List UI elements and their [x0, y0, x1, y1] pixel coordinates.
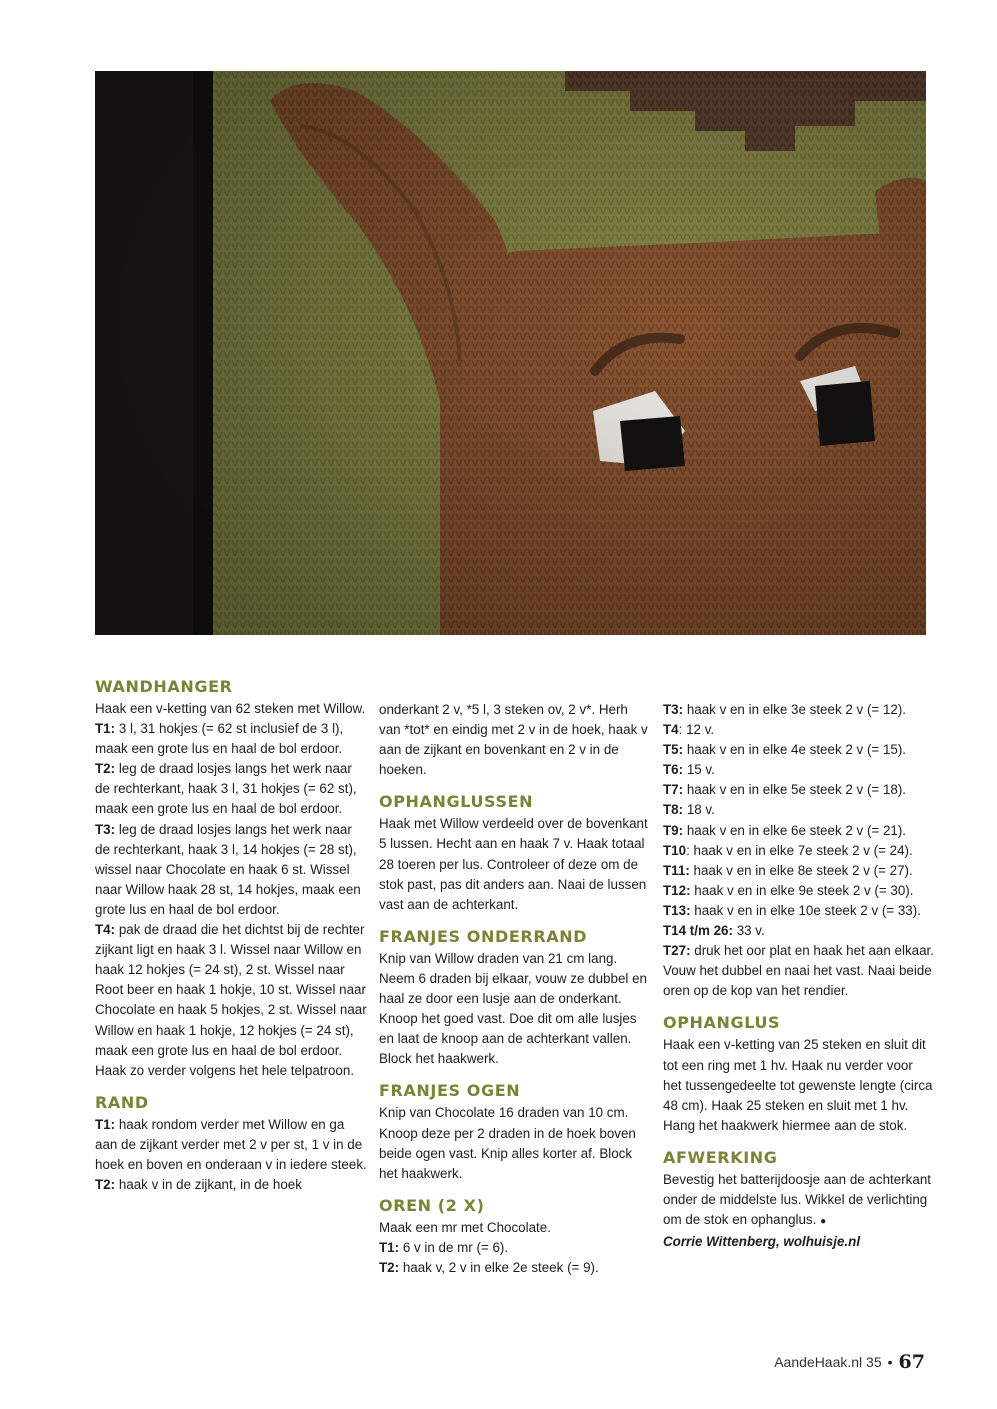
wandhanger-t4: T4: pak de draad die het dichtst bij de rechter zijkant ligt en haak 3 l. Wissel naar Willow en haak 12 hokjes (= 24 st), 2 st. Wissel naar Root beer en haak 1 hokje, 10 st. Wissel naar Chocolate en haak 5 hokjes, 2 st. Wissel naar Willow en haak 1 hokje, 12 hokjes (= 24 st), maak een grote lus en haal de bol erdoor. Haak zo verder volgens het hele telpatroon.	[95, 922, 367, 1078]
franjes-onderrand-text: Knip van Willow draden van 21 cm lang. Neem 6 draden bij elkaar, vouw ze dubbel en haal ze door een lusje aan de onderkant. Knoop het goed vast. Doe dit om alle lusjes en laat de knoop aan de achterkant vallen. Block het haakwerk.	[379, 950, 647, 1067]
ophanglus-text: Haak een v-ketting van 25 steken en sluit dit tot een ring met 1 hv. Haak nu verder voor het tussengedeelte tot gewenste lengte (circa 48 cm). Haak 25 steken en sluit met 1 hv. Hang het haakwerk hiermee aan de stok.	[663, 1037, 933, 1133]
column-2	[379, 700, 651, 1278]
page-number: 67	[898, 1351, 925, 1373]
end-bullet-icon: ●	[820, 1216, 827, 1228]
franjes-ogen-text: Knip van Chocolate 16 draden van 10 cm. Knoop deze per 2 draden in de hoek boven beide ogen vast. Knip alles korter af. Block het haakwerk.	[379, 1105, 636, 1181]
oren-row: T10: haak v en in elke 7e steek 2 v (= 24).	[663, 842, 913, 858]
oren-row: T12: haak v en in elke 9e steek 2 v (= 30).	[663, 882, 914, 898]
oren-row: T14 t/m 26: 33 v.	[663, 923, 765, 939]
oren-row: T1: 6 v in de mr (= 6).	[379, 1239, 509, 1255]
footer-separator: •	[887, 1354, 893, 1370]
author-signature: Corrie Wittenberg, wolhuisje.nl	[663, 1234, 861, 1250]
oren-intro: Maak een mr met Chocolate.	[379, 1219, 551, 1235]
oren-row: T6: 15 v.	[663, 762, 715, 778]
column-1	[95, 676, 367, 1195]
heading-rand: RAND	[95, 1092, 149, 1112]
oren-row: T2: haak v, 2 v in elke 2e steek (= 9).	[379, 1259, 599, 1275]
heading-afwerking: AFWERKING	[663, 1147, 778, 1167]
oren-row: T27: druk het oor plat en haak het aan elkaar. Vouw het dubbel en naai het vast. Naai beide oren op de kop van het rendier.	[663, 943, 934, 999]
oren-row: T11: haak v en in elke 8e steek 2 v (= 27).	[663, 862, 913, 878]
oren-row: T13: haak v en in elke 10e steek 2 v (= 33).	[663, 902, 921, 918]
wandhanger-t3: T3: leg de draad losjes langs het werk naar de rechterkant, haak 3 l, 14 hokjes (= 28 st), wissel naar Chocolate en haak 6 st. Wissel naar Willow haak 28 st, 14 hokjes, maak een grote lus en haal de bol erdoor.	[95, 821, 361, 917]
oren-row: T5: haak v en in elke 4e steek 2 v (= 15).	[663, 742, 907, 758]
ophanglussen-text: Haak met Willow verdeeld over de bovenkant 5 lussen. Hecht aan en haak 7 v. Haak totaal 28 toeren per lus. Controleer of deze om de stok past, pas dit anders aan. Naai de lussen vast aan de achterkant.	[379, 816, 648, 912]
crochet-reindeer-photo	[95, 71, 926, 635]
footer-site: AandeHaak.nl 35	[774, 1354, 882, 1370]
rand-t1: T1: haak rondom verder met Willow en ga aan de zijkant verder met 2 v per st, 1 v in de hoek en boven en onderaan v in iedere steek.	[95, 1116, 367, 1172]
wandhanger-intro: Haak een v-ketting van 62 steken met Willow.	[95, 701, 366, 716]
oren-row: T7: haak v en in elke 5e steek 2 v (= 18).	[663, 782, 907, 798]
heading-oren: OREN (2 X)	[379, 1195, 485, 1215]
heading-franjes-onderrand: FRANJES ONDERRAND	[379, 926, 588, 946]
crochet-reindeer-wall-hanging-image	[95, 71, 926, 635]
oren-row: T9: haak v en in elke 6e steek 2 v (= 21).	[663, 822, 907, 838]
wandhanger-t2: T2: leg de draad losjes langs het werk naar de rechterkant, haak 3 l, 31 hokjes (= 62 st), maak een grote lus en haal de bol erdoor.	[95, 761, 357, 817]
heading-wandhanger: WANDHANGER	[95, 677, 233, 696]
column-3	[663, 700, 935, 1252]
rand-t2: T2: haak v in de zijkant, in de hoek	[95, 1177, 302, 1193]
afwerking-text: Bevestig het batterijdoosje aan de achterkant onder de middelste lus. Wikkel de verlichting om de stok en ophanglus. ●	[663, 1171, 931, 1228]
page-footer	[774, 1351, 925, 1373]
wandhanger-t1: T1: 3 l, 31 hokjes (= 62 st inclusief de 3 l), maak een grote lus en haal de bol erdoor.	[95, 721, 344, 757]
heading-ophanglus: OPHANGLUS	[663, 1013, 781, 1033]
oren-row: T4: 12 v.	[663, 722, 715, 738]
rand-t2-continued: onderkant 2 v, *5 l, 3 steken ov, 2 v*. Herh van *tot* en eindig met 2 v in de hoek, haak v aan de zijkant en bovenkant en 2 v in de hoeken.	[379, 702, 648, 778]
heading-franjes-ogen: FRANJES OGEN	[379, 1081, 521, 1101]
oren-row: T8: 18 v.	[663, 802, 715, 818]
heading-ophanglussen: OPHANGLUSSEN	[379, 792, 534, 812]
oren-row: T3: haak v en in elke 3e steek 2 v (= 12).	[663, 702, 907, 717]
